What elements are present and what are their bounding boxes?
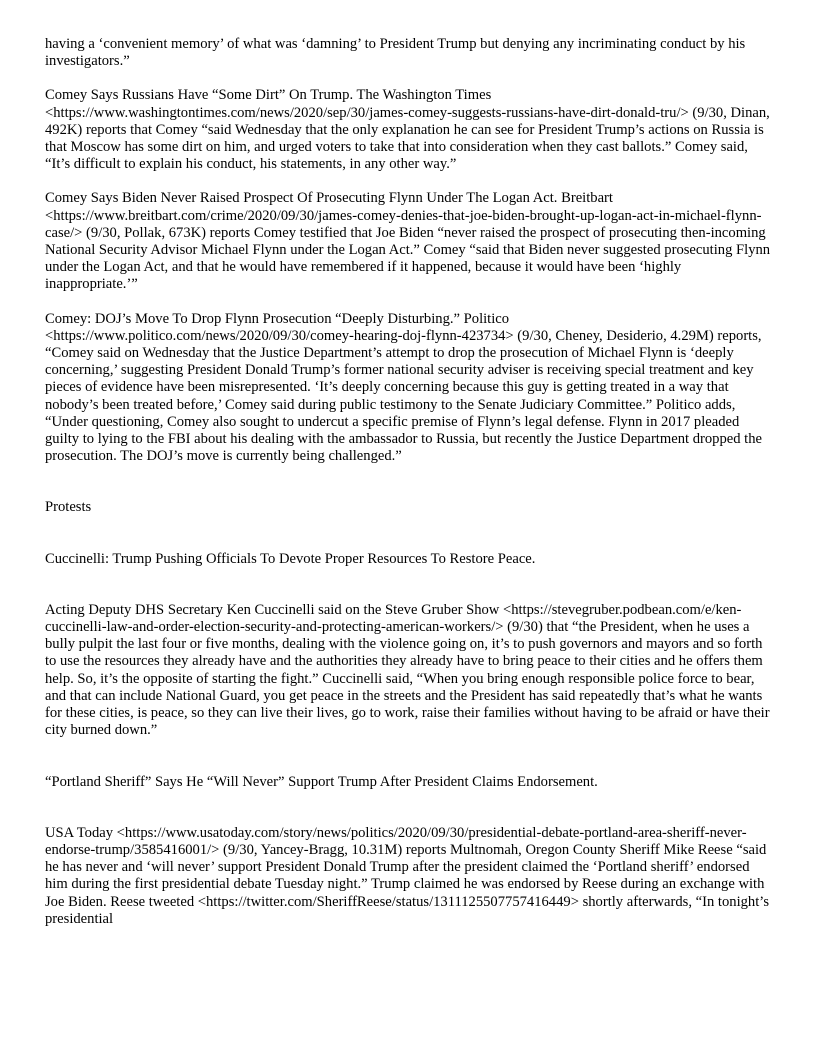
section-heading-protests: Protests <box>45 499 92 516</box>
paragraph-cuccinelli-gruber-show: Acting Deputy DHS Secretary Ken Cuccinelli said on the Steve Gruber Show <https://stevegruber.podbean.com/e/ken-cuccinelli-law-and-order-election-security-and-protecting-american-workers/> (9/30) that “the President, when he uses a bully pulpit the last four or five months, dealing with the violence going on, it’s to push governors and mayors and so forth to use the resources they already have and the authorities they already have to bring peace to their cities and he offers them help. So, it’s the opposite of starting the fight.” Cuccinelli said, “When you bring enough responsible police force to bear, and that can include National Guard, you get peace in the streets and the President has said repeatedly that’s what he wants for these cities, is peace, so they can live their lives, go to work, raise their families without having to be afraid or have their city burned down.” <box>45 601 770 739</box>
headline-cuccinelli: Cuccinelli: Trump Pushing Officials To Devote Proper Resources To Restore Peace. <box>45 550 536 567</box>
paragraph-comey-memory-continuation: having a ‘convenient memory’ of what was ‘damning’ to President Trump but denying any incriminating conduct by his investigators.” <box>45 36 746 70</box>
paragraph-comey-doj-flynn: Comey: DOJ’s Move To Drop Flynn Prosecution “Deeply Disturbing.” Politico <https://www.politico.com/news/2020/09/30/comey-hearing-doj-flynn-423734> (9/30, Cheney, Desiderio, 4.29M) reports, “Comey said on Wednesday that the Justice Department’s attempt to drop the prosecution of Michael Flynn is ‘deeply concerning,’ suggesting President Donald Trump’s former national security adviser is receiving special treatment and key pieces of evidence have been misrepresented. ‘It’s deeply concerning because this guy is getting treated in a way that nobody’s been treated before,’ Comey said during public testimony to the Senate Judiciary Committee.” Politico adds, “Under questioning, Comey also sought to undercut a specific premise of Flynn’s legal defense. Flynn in 2017 pleaded guilty to lying to the FBI about his dealing with the ambassador to Russia, but recently the Justice Department dropped the prosecution. The DOJ’s move is currently being challenged.” <box>45 310 762 465</box>
paragraph-comey-biden-logan-act: Comey Says Biden Never Raised Prospect Of Prosecuting Flynn Under The Logan Act. Breitbart <https://www.breitbart.com/crime/2020/09/30/james-comey-denies-that-joe-biden-brought-up-logan-act-in-michael-flynn-case/> (9/30, Pollak, 673K) reports Comey testified that Joe Biden “never raised the prospect of prosecuting then-incoming National Security Advisor Michael Flynn under the Logan Act.” Comey “said that Biden never suggested prosecuting Flynn under the Logan Act, and that he would have remembered if it happened, because it would have been ‘highly inappropriate.’” <box>45 190 771 293</box>
paragraph-comey-russians-dirt: Comey Says Russians Have “Some Dirt” On Trump. The Washington Times <https://www.washingtontimes.com/news/2020/sep/30/james-comey-suggests-russians-have-dirt-donald-tru/> (9/30, Dinan, 492K) reports that Comey “said Wednesday that the only explanation he can see for President Trump’s actions on Russia is that Moscow has some dirt on him, and urged voters to take that into consideration when they cast ballots.” Comey said, “It’s difficult to explain his conduct, his statements, in any other way.” <box>45 87 770 173</box>
document-page <box>45 36 775 928</box>
paragraph-usa-today-reese: USA Today <https://www.usatoday.com/story/news/politics/2020/09/30/presidential-debate-portland-area-sheriff-never-endorse-trump/3585416001/> (9/30, Yancey-Bragg, 10.31M) reports Multnomah, Oregon County Sheriff Mike Reese “said he has never and ‘will never’ support President Donald Trump after the president claimed the ‘Portland sheriff’ endorsed him during the first presidential debate Tuesday night.” Trump claimed he was endorsed by Reese during an exchange with Joe Biden. Reese tweeted <https://twitter.com/SheriffReese/status/1311125507757416449> shortly afterwards, “In tonight’s presidential <box>45 824 769 927</box>
headline-portland-sheriff: “Portland Sheriff” Says He “Will Never” Support Trump After President Claims Endorsement. <box>45 773 598 790</box>
